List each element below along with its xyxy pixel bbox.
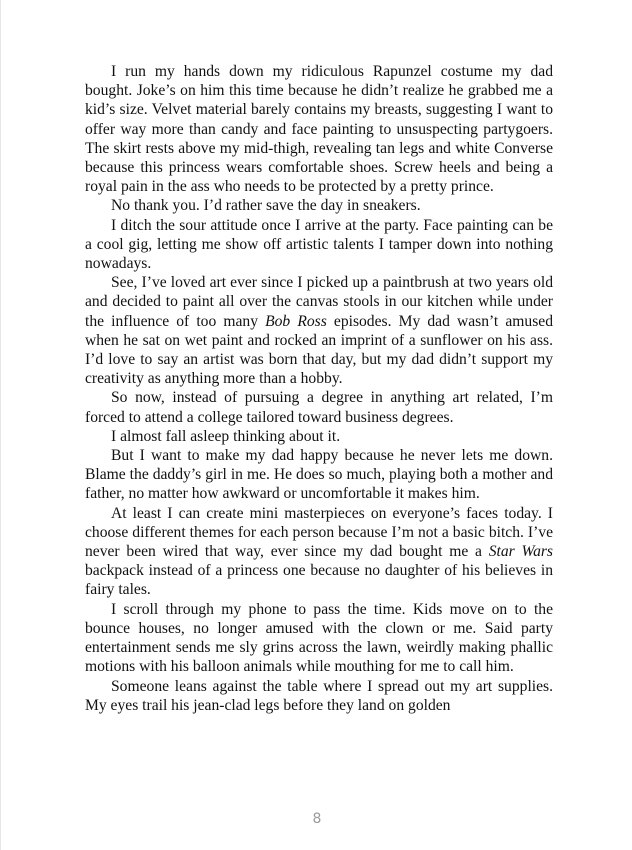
page-number: 8 bbox=[312, 811, 322, 827]
text-run: No thank you. I’d rather save the day in sneakers. bbox=[111, 197, 421, 215]
paragraph bbox=[85, 446, 553, 504]
text-run: I run my hands down my ridiculous Rapunzel costume my dad bought. Joke’s on him this time because he didn’t realize he grabbed me a kid’s size. Velvet material barely contains my breasts, suggesting I want to offer way more than candy and face painting to unsuspecting partygoers. The skirt rests above my mid-thigh, revealing tan legs and white Converse because this princess wears comfortable shoes. Screw heels and being a royal pain in the ass who needs to be protected by a pretty prince. bbox=[85, 63, 553, 196]
text-run: See, I’ve loved art ever since I picked up a paintbrush at two years old and decided to paint all over the canvas stools in our kitchen while under the influence of too many bbox=[85, 274, 553, 330]
text-run: Someone leans against the table where I spread out my art supplies. My eyes trail his jean-clad legs before they land on golden bbox=[85, 677, 553, 714]
paragraph bbox=[85, 196, 553, 215]
paragraph bbox=[85, 504, 553, 600]
paragraph bbox=[85, 216, 553, 274]
paragraph bbox=[85, 427, 553, 446]
italic-title: Bob Ross bbox=[265, 312, 327, 330]
paragraph bbox=[85, 677, 553, 715]
text-run: At least I can create mini masterpieces on everyone’s faces today. I choose different themes for each person because I’m not a basic bitch. I’ve never been wired that way, ever since my dad bought me a bbox=[85, 504, 553, 561]
text-run: I almost fall asleep thinking about it. bbox=[111, 427, 341, 445]
text-run: So now, instead of pursuing a degree in anything art related, I’m forced to attend a college tailored toward business degrees. bbox=[85, 389, 553, 426]
paragraph bbox=[85, 600, 553, 677]
paragraph bbox=[85, 388, 553, 426]
paragraph bbox=[85, 62, 553, 196]
text-run: But I want to make my dad happy because he never lets me down. Blame the daddy’s girl in me. He does so much, playing both a mother and father, no matter how awkward or uncomfortable it makes him. bbox=[85, 447, 553, 503]
paragraph bbox=[85, 273, 553, 388]
italic-title: Star Wars bbox=[488, 543, 553, 561]
text-run: I ditch the sour attitude once I arrive at the party. Face painting can be a cool gig, letting me show off artistic talents I tamper down into nothing nowadays. bbox=[85, 216, 553, 273]
text-run: backpack instead of a princess one because no daughter of his believes in fairy tales. bbox=[85, 562, 553, 599]
body-text bbox=[85, 62, 553, 715]
text-run: episodes. My dad wasn’t amused when he sat on wet paint and rocked an imprint of a sunflower on his ass. I’d love to say an artist was born that day, but my dad didn’t support my creativity as anything more than a hobby. bbox=[85, 312, 553, 388]
text-run: I scroll through my phone to pass the time. Kids move on to the bounce houses, no longer amused with the clown or me. Said party entertainment sends me sly grins across the lawn, weirdly making phallic motions with his balloon animals while mouthing for me to call him. bbox=[85, 600, 553, 676]
